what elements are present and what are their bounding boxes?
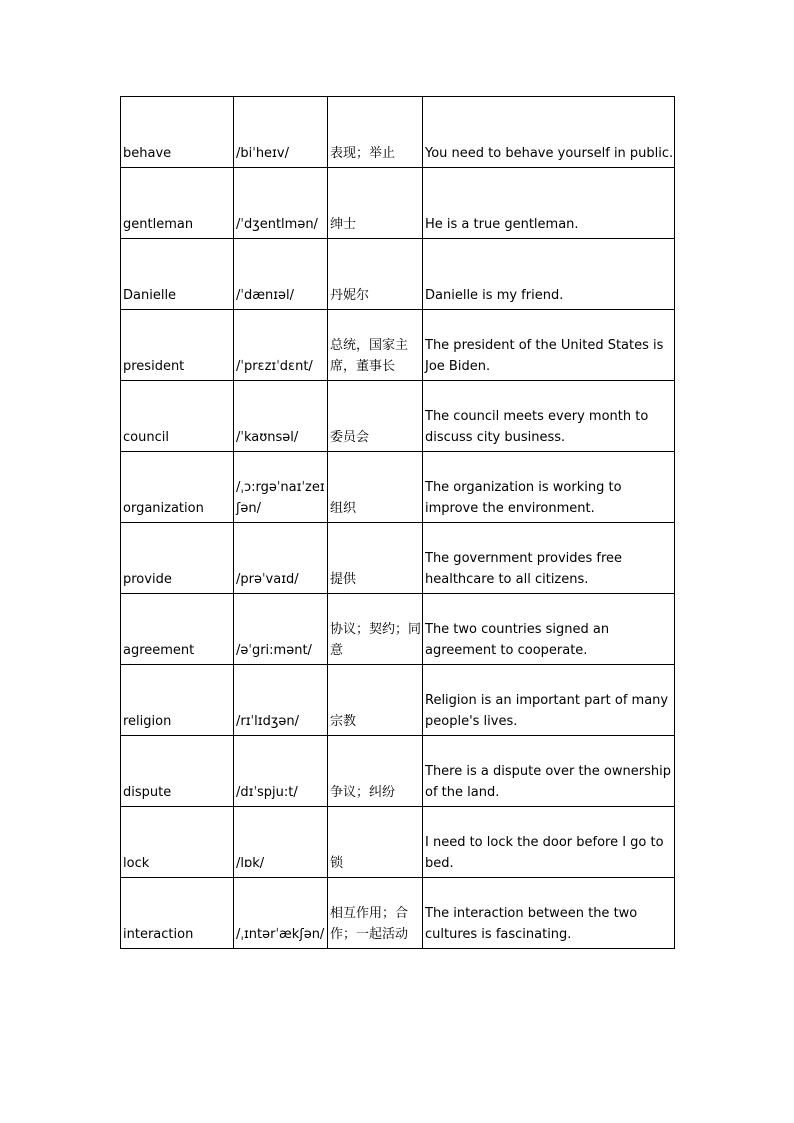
vocabulary-table-body xyxy=(121,97,675,949)
example-sentence-cell: The organization is working to improve the environment. xyxy=(423,452,675,523)
example-sentence-cell: The council meets every month to discuss city business. xyxy=(423,381,675,452)
table-row xyxy=(121,168,675,239)
chinese-meaning-cell: 协议；契约；同意 xyxy=(328,594,423,665)
example-sentence-cell: Religion is an important part of many people's lives. xyxy=(423,665,675,736)
chinese-meaning-cell: 争议；纠纷 xyxy=(328,736,423,807)
word-cell: gentleman xyxy=(121,168,234,239)
word-cell: behave xyxy=(121,97,234,168)
word-cell: president xyxy=(121,310,234,381)
example-sentence-cell: The two countries signed an agreement to cooperate. xyxy=(423,594,675,665)
table-row xyxy=(121,807,675,878)
example-sentence-cell: I need to lock the door before I go to bed. xyxy=(423,807,675,878)
phonetic-cell: /ˈkaʊnsəl/ xyxy=(234,381,328,452)
phonetic-cell: /ˈdʒentlmən/ xyxy=(234,168,328,239)
table-row xyxy=(121,878,675,949)
table-row xyxy=(121,665,675,736)
word-cell: provide xyxy=(121,523,234,594)
example-sentence-cell: The interaction between the two cultures is fascinating. xyxy=(423,878,675,949)
example-sentence-cell: You need to behave yourself in public. xyxy=(423,97,675,168)
example-sentence-cell: The government provides free healthcare to all citizens. xyxy=(423,523,675,594)
word-cell: council xyxy=(121,381,234,452)
chinese-meaning-cell: 组织 xyxy=(328,452,423,523)
phonetic-cell: /ˈdænɪəl/ xyxy=(234,239,328,310)
chinese-meaning-cell: 丹妮尔 xyxy=(328,239,423,310)
example-sentence-cell: He is a true gentleman. xyxy=(423,168,675,239)
chinese-meaning-cell: 总统，国家主席，董事长 xyxy=(328,310,423,381)
vocabulary-table xyxy=(120,96,675,949)
phonetic-cell: /ˌɔ:rgəˈnaɪˈzeɪʃən/ xyxy=(234,452,328,523)
table-row xyxy=(121,594,675,665)
word-cell: dispute xyxy=(121,736,234,807)
word-cell: interaction xyxy=(121,878,234,949)
table-row xyxy=(121,239,675,310)
word-cell: organization xyxy=(121,452,234,523)
example-sentence-cell: The president of the United States is Joe Biden. xyxy=(423,310,675,381)
phonetic-cell: /ˈprɛzɪˈdɛnt/ xyxy=(234,310,328,381)
chinese-meaning-cell: 宗教 xyxy=(328,665,423,736)
phonetic-cell: /dɪˈspju:t/ xyxy=(234,736,328,807)
chinese-meaning-cell: 绅士 xyxy=(328,168,423,239)
chinese-meaning-cell: 委员会 xyxy=(328,381,423,452)
phonetic-cell: /lɒk/ xyxy=(234,807,328,878)
table-row xyxy=(121,381,675,452)
phonetic-cell: /ˌɪntərˈækʃən/ xyxy=(234,878,328,949)
word-cell: religion xyxy=(121,665,234,736)
table-row xyxy=(121,310,675,381)
example-sentence-cell: Danielle is my friend. xyxy=(423,239,675,310)
phonetic-cell: /biˈheɪv/ xyxy=(234,97,328,168)
example-sentence-cell: There is a dispute over the ownership of the land. xyxy=(423,736,675,807)
table-row xyxy=(121,97,675,168)
phonetic-cell: /rɪˈlɪdʒən/ xyxy=(234,665,328,736)
chinese-meaning-cell: 锁 xyxy=(328,807,423,878)
word-cell: agreement xyxy=(121,594,234,665)
table-row xyxy=(121,523,675,594)
phonetic-cell: /prəˈvaɪd/ xyxy=(234,523,328,594)
chinese-meaning-cell: 表现；举止 xyxy=(328,97,423,168)
table-row xyxy=(121,736,675,807)
chinese-meaning-cell: 提供 xyxy=(328,523,423,594)
word-cell: Danielle xyxy=(121,239,234,310)
phonetic-cell: /əˈgri:mənt/ xyxy=(234,594,328,665)
word-cell: lock xyxy=(121,807,234,878)
table-row xyxy=(121,452,675,523)
chinese-meaning-cell: 相互作用；合作；一起活动 xyxy=(328,878,423,949)
